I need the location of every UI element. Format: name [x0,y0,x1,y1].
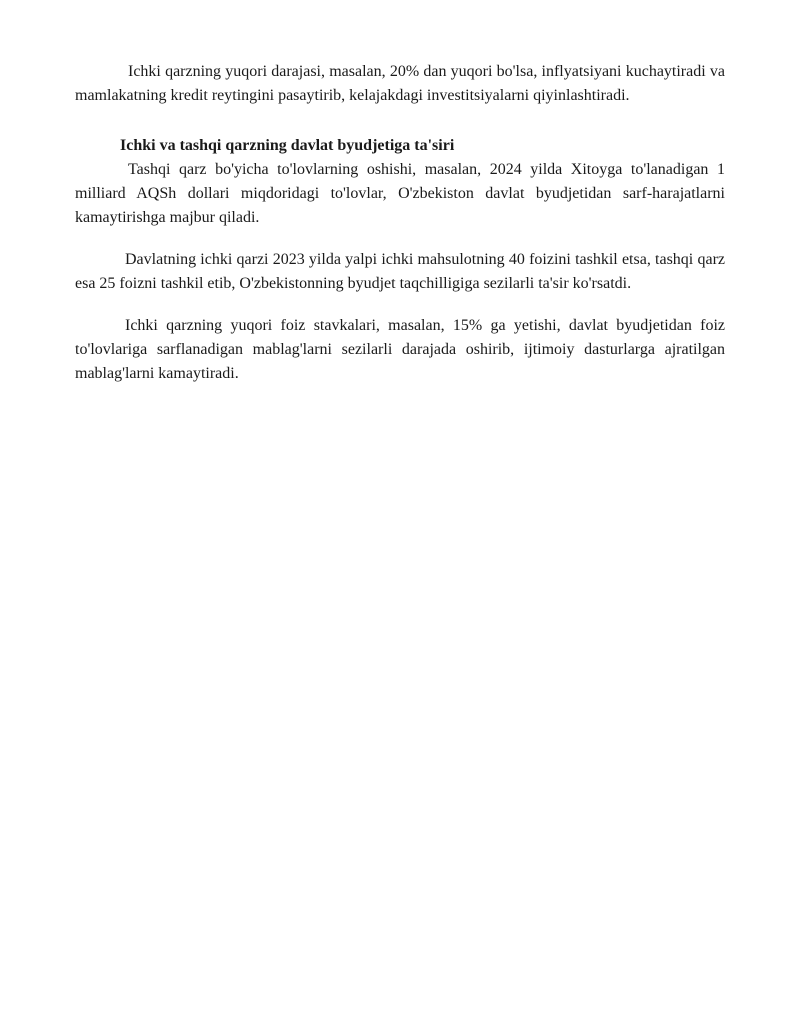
spacer [75,230,725,248]
paragraph-external-debt-payments: Tashqi qarz bo'yicha to'lovlarning oshishi, masalan, 2024 yilda Xitoyga to'lanadigan 1 milliard AQSh dollari miqdoridagi to'lovlar, O'zbekiston davlat byudjetidan sarf-harajatlarni kamaytirishga majbur qiladi. [75,161,725,226]
spacer [75,108,725,134]
paragraph-interest-rates: Ichki qarzning yuqori foiz stavkalari, masalan, 15% ga yetishi, davlat byudjetidan foiz to'lovlariga sarflanadigan mablag'larni sezilarli darajada oshirib, ijtimoiy dasturlarga ajratilgan mablag'larni kamaytiradi. [75,317,725,382]
document-page [75,60,725,386]
paragraph-internal-debt-level: Ichki qarzning yuqori darajasi, masalan, 20% dan yuqori bo'lsa, inflyatsiyani kuchaytiradi va mamlakatning kredit reytingini pasaytirib, kelajakdagi investitsiyalarni qiyinlashtiradi. [75,63,725,104]
paragraph-debt-to-gdp: Davlatning ichki qarzi 2023 yilda yalpi ichki mahsulotning 40 foizini tashkil etsa, tashqi qarz esa 25 foizni tashkil etib, O'zbekistonning byudjet taqchilligiga sezilarli ta'sir ko'rsatdi. [75,251,725,292]
spacer [75,296,725,314]
section-heading: Ichki va tashqi qarzning davlat byudjetiga ta'siri [120,137,455,154]
